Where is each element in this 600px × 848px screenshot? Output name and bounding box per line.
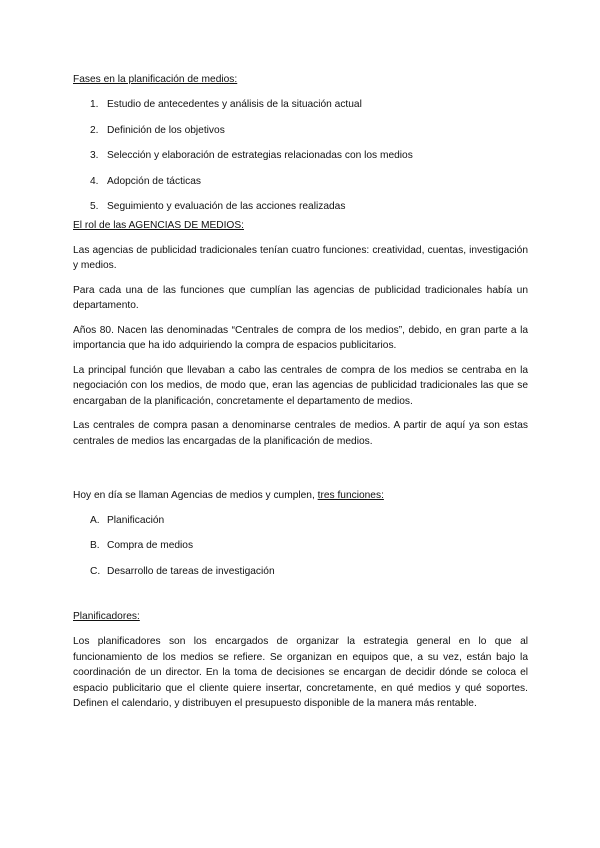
list-text: Seguimiento y evaluación de las acciones realizadas	[107, 201, 346, 212]
list-item	[73, 565, 528, 591]
list-number: 2.	[90, 124, 99, 136]
list-letter: C.	[90, 565, 101, 577]
rol-paragraph-1: Las agencias de publicidad tradicionales tenían cuatro funciones: creatividad, cuentas, investigación y medios.	[73, 244, 528, 271]
hoy-intro-text: Hoy en día se llaman Agencias de medios y cumplen,	[73, 490, 318, 501]
list-number: 1.	[90, 99, 99, 110]
list-item	[73, 514, 528, 540]
fases-list	[73, 98, 528, 226]
list-text: Compra de medios	[107, 540, 194, 551]
list-number: 5.	[90, 201, 99, 212]
rol-paragraph-3: Años 80. Nacen las denominadas “Centrales de compra de los medios”, debido, en gran parte a la importancia que ha ido adquiriendo la compra de espacios publicitarios.	[73, 324, 528, 351]
planificadores-heading: Planificadores:	[73, 611, 140, 622]
fases-heading: Fases en la planificación de medios:	[73, 74, 238, 85]
planificadores-paragraph: Los planificadores son los encargados de organizar la estrategia general en lo que al funcionamiento de los medios se refiere. Se organizan en equipos que, a su vez, están bajo la coordinación de un director. En la toma de decisiones se encargan de decidir dónde se coloca el espacio publicitario que el cliente quiere insertar, concretamente, en qué medios y qué soportes. Definen el calendario, y distribuyen el presupuesto disponible de la manera más rentable.	[73, 636, 528, 709]
rol-heading: El rol de las AGENCIAS DE MEDIOS:	[73, 219, 244, 231]
hoy-intro	[73, 488, 528, 504]
list-letter: B.	[90, 540, 100, 551]
list-text: Definición de los objetivos	[107, 124, 225, 136]
rol-paragraph-2: Para cada una de las funciones que cumplían las agencias de publicidad tradicionales había un departamento.	[73, 284, 528, 311]
list-text: Estudio de antecedentes y análisis de la situación actual	[107, 99, 362, 110]
list-text: Selección y elaboración de estrategias relacionadas con los medios	[107, 150, 413, 161]
list-item	[73, 124, 528, 150]
list-letter: A.	[90, 514, 100, 526]
funciones-list	[73, 514, 528, 591]
list-number: 3.	[90, 150, 99, 161]
hoy-intro-underlined: tres funciones:	[317, 490, 384, 501]
list-item	[73, 200, 528, 226]
list-item	[73, 175, 528, 201]
rol-paragraph-5: Las centrales de compra pasan a denominarse centrales de medios. A partir de aquí ya son estas centrales de medios las encargadas de la planificación de medios.	[73, 420, 528, 447]
list-text: Adopción de tácticas	[107, 175, 202, 187]
list-text: Desarrollo de tareas de investigación	[107, 565, 275, 577]
list-text: Planificación	[107, 514, 165, 526]
list-item	[73, 98, 528, 124]
list-number: 4.	[90, 175, 99, 187]
document-page	[73, 73, 528, 712]
rol-paragraph-4: La principal función que llevaban a cabo las centrales de compra de los medios se centraba en la negociación con los medios, de modo que, eran las agencias de publicidad tradicionales las que se encargaban de la planificación, concretamente el departamento de medios.	[73, 364, 528, 407]
list-item	[73, 149, 528, 175]
list-item	[73, 539, 528, 565]
